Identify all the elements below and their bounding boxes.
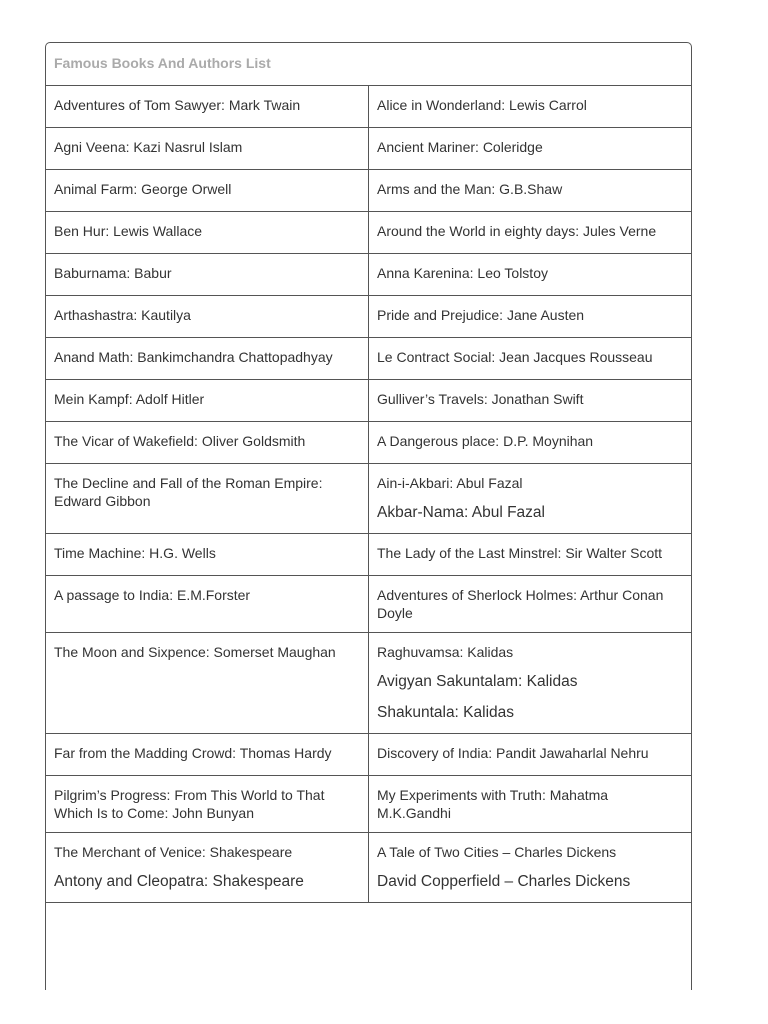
book-entry: Agni Veena: Kazi Nasrul Islam [54,139,243,155]
table-row [46,534,691,576]
table-cell-right [369,86,692,128]
table-cell-right [369,338,692,380]
books-authors-table [46,43,691,903]
book-entry: The Merchant of Venice: Shakespeare [54,844,293,860]
table-cell-right [369,576,692,633]
table-cell-right [369,170,692,212]
table-cell-right [369,534,692,576]
table-row [46,170,691,212]
table-cell-right [369,380,692,422]
book-entry: The Vicar of Wakefield: Oliver Goldsmith [54,433,306,449]
table-cell-left [46,576,369,633]
table-cell-right [369,776,692,833]
table-body [46,86,691,903]
table-cell-left [46,633,369,734]
table-row [46,464,691,534]
table-cell-right [369,464,692,534]
book-entry: Shakuntala: Kalidas [377,704,515,721]
book-entry: A Dangerous place: D.P. Moynihan [377,433,594,449]
book-entry: Animal Farm: George Orwell [54,181,232,197]
book-entry: Around the World in eighty days: Jules Verne [377,223,657,239]
table-cell-left [46,86,369,128]
table-row [46,128,691,170]
book-entry: Anna Karenina: Leo Tolstoy [377,265,548,281]
books-authors-table-container [45,42,692,990]
table-row [46,86,691,128]
book-entry: The Moon and Sixpence: Somerset Maughan [54,644,336,660]
table-row [46,576,691,633]
table-cell-right [369,633,692,734]
table-cell-left [46,534,369,576]
table-row [46,833,691,903]
table-row [46,633,691,734]
book-entry: Avigyan Sakuntalam: Kalidas [377,673,578,690]
book-entry: Gulliver’s Travels: Jonathan Swift [377,391,584,407]
table-row [46,212,691,254]
table-cell-right [369,296,692,338]
table-cell-left [46,128,369,170]
book-entry: Time Machine: H.G. Wells [54,545,216,561]
book-entry: Pilgrim’s Progress: From This World to That Which Is to Come: John Bunyan [54,787,325,821]
book-entry: Far from the Madding Crowd: Thomas Hardy [54,745,332,761]
book-entry: A passage to India: E.M.Forster [54,587,251,603]
book-entry: My Experiments with Truth: Mahatma M.K.Gandhi [377,787,609,821]
table-cell-left [46,833,369,903]
table-cell-right [369,422,692,464]
book-entry: Baburnama: Babur [54,265,172,281]
book-entry: Ain-i-Akbari: Abul Fazal [377,475,523,491]
book-entry: Adventures of Tom Sawyer: Mark Twain [54,97,301,113]
book-entry: Le Contract Social: Jean Jacques Rousseau [377,349,653,365]
table-cell-right [369,833,692,903]
book-entry: Arthashastra: Kautilya [54,307,191,323]
table-cell-right [369,128,692,170]
book-entry: Ben Hur: Lewis Wallace [54,223,203,239]
table-cell-left [46,464,369,534]
book-entry: Anand Math: Bankimchandra Chattopadhyay [54,349,333,365]
book-entry: Discovery of India: Pandit Jawaharlal Nehru [377,745,649,761]
book-entry: Antony and Cleopatra: Shakespeare [54,873,304,890]
book-entry: Mein Kampf: Adolf Hitler [54,391,205,407]
table-cell-left [46,380,369,422]
book-entry: Arms and the Man: G.B.Shaw [377,181,563,197]
table-cell-left [46,296,369,338]
table-cell-left [46,170,369,212]
table-row [46,422,691,464]
table-cell-right [369,212,692,254]
table-cell-right [369,254,692,296]
book-entry: The Lady of the Last Minstrel: Sir Walter Scott [377,545,663,561]
table-cell-left [46,254,369,296]
table-row [46,296,691,338]
table-cell-left [46,734,369,776]
book-entry: The Decline and Fall of the Roman Empire: Edward Gibbon [54,475,323,509]
table-row [46,254,691,296]
book-entry: A Tale of Two Cities – Charles Dickens [377,844,617,860]
book-entry: Alice in Wonderland: Lewis Carrol [377,97,587,113]
table-cell-left [46,776,369,833]
book-entry: Pride and Prejudice: Jane Austen [377,307,585,323]
book-entry: David Copperfield – Charles Dickens [377,873,631,890]
table-title: Famous Books And Authors List [46,43,691,86]
table-row [46,338,691,380]
book-entry: Adventures of Sherlock Holmes: Arthur Conan Doyle [377,587,664,621]
book-entry: Akbar-Nama: Abul Fazal [377,504,545,521]
table-row [46,776,691,833]
book-entry: Ancient Mariner: Coleridge [377,139,543,155]
table-cell-right [369,734,692,776]
table-cell-left [46,422,369,464]
table-row [46,380,691,422]
table-row [46,734,691,776]
table-cell-left [46,212,369,254]
table-cell-left [46,338,369,380]
book-entry: Raghuvamsa: Kalidas [377,644,514,660]
